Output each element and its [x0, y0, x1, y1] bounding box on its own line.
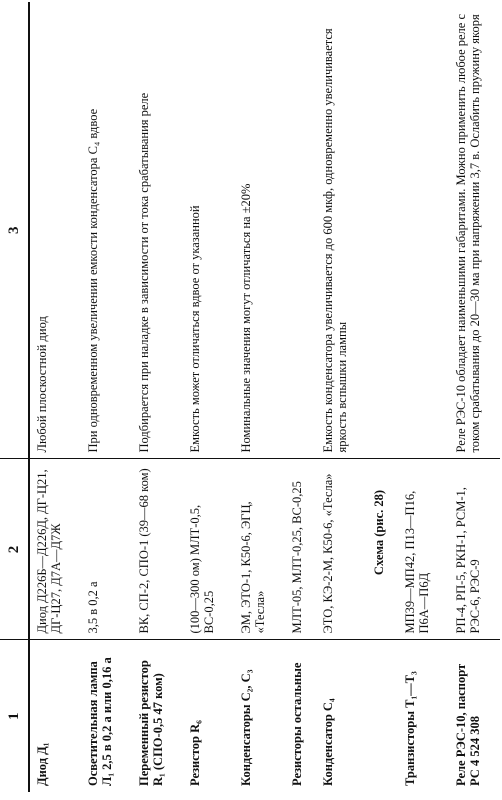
cell-replacement: (100—300 ом) МЛТ-0,5, ВС-0,25	[183, 459, 234, 640]
table-row	[183, 2, 234, 792]
cell-replacement: ЭТО, КЭ-2-М, К50-6, «Тесла»	[316, 459, 367, 640]
cell-replacement: РП-4, РП-5, РКН-1, РСМ-1, РЭС-6, РЭС-9	[449, 459, 500, 640]
cell-replacement: Диод Д226Б—Д226Д, ДГ-Ц21, ДГ-Ц27, Д7А—Д7Ж	[29, 459, 81, 640]
cell-component: Резистор R₆	[188, 720, 203, 786]
cell-replacement: ВК, СП-2, СПО-1 (39—68 ком)	[132, 459, 183, 640]
table-row	[132, 2, 183, 792]
header-col-3: 3	[0, 2, 29, 459]
cell-note: Емкость конденсатора увеличивается до 600 мкф, одновременно увеличивается яркость вспышки лампы	[316, 2, 367, 459]
cell-component: Конденсатор C₄	[321, 698, 336, 786]
components-table	[0, 2, 500, 792]
cell-note: Реле РЭС-10 обладает наименьшими габаритами. Можно применить любое реле с током срабатывания до 20—30 ма при напряжении 3,7 в. Ослабить пружину якоря	[449, 2, 500, 459]
table-row	[29, 2, 81, 792]
cell-note: Емкость может отличаться вдвое от указанной	[183, 2, 234, 459]
cell-replacement: МП39—МП42, П13—П16, П6А—П6Д	[398, 459, 449, 640]
table-row	[234, 2, 285, 792]
table-row	[316, 2, 367, 792]
table-header-row	[0, 2, 29, 792]
cell-component: Конденсаторы C₂, C₃	[239, 669, 254, 786]
cell-note	[398, 2, 449, 459]
header-col-1: 1	[0, 640, 29, 792]
header-col-2: 2	[0, 459, 29, 640]
cell-replacement: ЭМ, ЭТО-1, К50-6, ЭГЦ, «Тесла»	[234, 459, 285, 640]
cell-component: Транзисторы T₁—T₃	[403, 671, 418, 786]
table-row	[81, 2, 132, 792]
cell-note	[285, 2, 316, 459]
table-row	[449, 2, 500, 792]
cell-note: Подбирается при наладке в зависимости от тока срабатывания реле	[132, 2, 183, 459]
cell-note: При одновременном увеличении емкости конденсатора C₄ вдвое	[81, 2, 132, 459]
cell-component: Переменный резистор R₁ (СПО-0,5 47 ком)	[137, 660, 166, 786]
cell-component: Реле РЭС-10, паспорт РС 4 524 308	[453, 663, 482, 786]
cell-note: Номинальные значения могут отличаться на ±20%	[234, 2, 285, 459]
table-row	[285, 2, 316, 792]
section-title: Схема (рис. 28)	[367, 459, 398, 640]
cell-component: Диод Д₁	[35, 742, 49, 786]
table-row	[398, 2, 449, 792]
cell-replacement: МЛТ-05, МЛТ-0,25, ВС-0,25	[285, 459, 316, 640]
cell-component: Резисторы остальные	[289, 662, 304, 786]
cell-note: Любой плоскостной диод	[29, 2, 81, 459]
section-row	[367, 2, 398, 792]
cell-component: Осветительная лампа Л₁ 2,5 в 0,2 а или 0,16 а	[86, 657, 115, 786]
cell-replacement: 3,5 в 0,2 а	[81, 459, 132, 640]
